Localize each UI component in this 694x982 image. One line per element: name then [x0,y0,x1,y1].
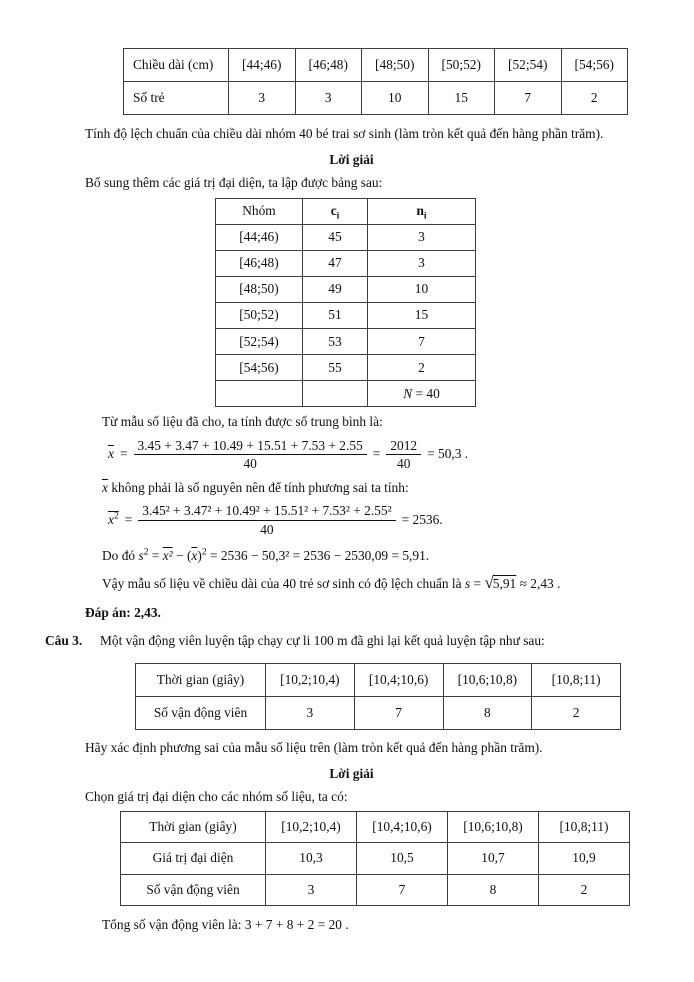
q2-intro: Bổ sung thêm các giá trị đại diện, ta lập được bảng sau: [85,175,383,191]
table-cell: 3 [266,874,357,905]
total-line [102,915,658,935]
table-row [216,355,476,381]
ci-symbol: c [330,203,337,219]
table-cell: [10,8;11) [539,812,630,843]
table-cell: 7 [354,696,443,729]
exponent: 2 [113,511,119,522]
q3-intro: Chọn giá trị đại diện cho các nhóm số liệu, ta có: [85,789,348,805]
col-header-ni [368,198,476,224]
sqrt-argument: 5,91 [492,576,517,592]
table-row [216,198,476,224]
table-row [124,49,628,82]
equals-sign: = [124,512,133,528]
table-cell: 3 [368,224,476,250]
col-header-group: Nhóm [216,198,303,224]
table-cell: 8 [443,696,532,729]
table-cell: [10,6;10,8) [448,812,539,843]
sqrt-icon: √ [484,573,494,593]
table-row [216,302,476,328]
ci-subscript: i [336,211,340,222]
fraction [134,437,367,473]
ni-symbol: n [416,203,424,219]
answer-line: Đáp án: 2,43. [85,604,161,620]
question-3-label: Câu 3. [45,632,83,648]
table-cell: 3 [295,82,362,115]
table-cell: 2 [539,874,630,905]
exponent: 2 [143,547,149,558]
table-cell: 51 [303,302,368,328]
table-row [216,250,476,276]
table-row [121,812,630,843]
table-row [216,329,476,355]
equals-sign: = [473,576,482,592]
table-cell: [10,4;10,6) [357,812,448,843]
note-line [102,478,658,498]
table-row [216,276,476,302]
table-cell: [52;54) [495,49,562,82]
x-symbol: $\overline{x}$ [191,548,198,564]
exponent: 2 [201,547,207,558]
table-cell: 47 [303,250,368,276]
q3-ask: Hãy xác định phương sai của mẫu số liệu trên (làm tròn kết quả đến hàng phần trăm). [85,739,543,755]
variance-prefix: Do đó [102,548,136,564]
empty-cell [216,381,303,407]
table-cell: [54;56) [561,49,628,82]
table-cell: 7 [368,329,476,355]
x-bar-symbol [108,444,114,464]
length-frequency-table [123,48,628,115]
table-cell: 10 [368,276,476,302]
total-value: = 40 [415,385,440,401]
row-header-length: Chiều dài (cm) [124,49,229,82]
table-cell: 2 [532,696,621,729]
x-symbol: $\overline{x}$ [102,480,108,496]
minus-paren: − ( [176,548,192,564]
table-cell: 10 [362,82,429,115]
row-header-athletes: Số vận động viên [121,874,266,905]
table-cell: [44;46) [229,49,296,82]
table-row [121,843,630,874]
total-cell [368,381,476,407]
solution-title: Lời giải [329,766,374,782]
ni-subscript: i [423,211,427,222]
total-label: Tổng số vận động viên là: [102,916,242,932]
table-cell: [48;50) [362,49,429,82]
equals-sign: = [372,446,381,462]
table-cell: 3 [229,82,296,115]
table-cell: [10,8;11) [532,663,621,696]
table-cell: 3 [368,250,476,276]
fraction-numerator: 2012 [386,437,421,455]
table-row [216,224,476,250]
mean-result: = 50,3 . [427,446,469,462]
x-squared-bar-symbol: x² [162,548,173,564]
fraction-numerator: 3.45 + 3.47 + 10.49 + 15.51 + 7.53 + 2.55 [134,437,367,455]
table-cell: 3 [266,696,355,729]
question-3 [45,631,658,651]
table-cell: 7 [357,874,448,905]
table-cell: 2 [368,355,476,381]
mean-formula [108,437,658,473]
table-cell: [44;46) [216,224,303,250]
question-3-prompt: Một vận động viên luyện tập chạy cự li 100 m đã ghi lại kết quả luyện tập như sau: [100,632,545,648]
equals-sign: = [119,446,128,462]
row-header-time: Thời gian (giây) [121,812,266,843]
table-cell: 7 [495,82,562,115]
x-symbol: x [108,512,114,528]
table-cell: [48;50) [216,276,303,302]
table-cell: [52;54) [216,329,303,355]
table-cell: 10,7 [448,843,539,874]
solution-title: Lời giải [329,152,374,168]
table-cell: 10,3 [266,843,357,874]
table-cell: [10,2;10,4) [266,663,355,696]
table-cell: [50;52) [216,302,303,328]
table-cell: 55 [303,355,368,381]
table-cell: [50;52) [428,49,495,82]
mean-intro: Từ mẫu số liệu đã cho, ta tính được số trung bình là: [102,414,383,430]
fraction-denominator: 40 [243,455,257,471]
s-symbol: s [138,548,144,564]
col-header-ci [303,198,368,224]
table-row [121,874,630,905]
note-text: không phải là số nguyên nên để tính phương sai ta tính: [111,480,409,496]
fraction-numerator: 3.45² + 3.47² + 10.49² + 15.51² + 7.53² + 2.55² [138,502,395,520]
table-cell: 45 [303,224,368,250]
row-header-time: Thời gian (giây) [136,663,266,696]
empty-cell [303,381,368,407]
row-header-representative: Giá trị đại diện [121,843,266,874]
stddev-line [102,574,658,594]
table-cell: [10,4;10,6) [354,663,443,696]
table-cell: [46;48) [295,49,362,82]
total-math: 3 + 7 + 8 + 2 = 20 . [244,916,349,932]
table-row [124,82,628,115]
table-cell: 10,9 [539,843,630,874]
table-cell: [54;56) [216,355,303,381]
table-cell: 8 [448,874,539,905]
variance-line [102,546,658,566]
fraction [138,502,395,538]
time-frequency-table [135,663,621,730]
mean-square-result: = 2536. [401,512,443,528]
table-cell: [46;48) [216,250,303,276]
q2-prompt: Tính độ lệch chuẩn của chiều dài nhóm 40 bé trai sơ sinh (làm tròn kết quả đến hàng phần trăm). [85,126,604,142]
representative-values-table [215,198,476,408]
table-cell: [10,6;10,8) [443,663,532,696]
close-paren: ) [197,548,202,564]
table-cell: [10,2;10,4) [266,812,357,843]
table-cell: 15 [428,82,495,115]
table-row [136,663,621,696]
s-symbol: s [464,576,471,592]
table-cell: 15 [368,302,476,328]
table-row [136,696,621,729]
fraction-denominator: 40 [397,455,411,471]
equals-sign: = [151,548,160,564]
row-header-count: Số trẻ [124,82,229,115]
table-cell: 49 [303,276,368,302]
table-cell: 2 [561,82,628,115]
table-cell: 10,5 [357,843,448,874]
stddev-result: ≈ 2,43 . [519,576,561,592]
stddev-text: Vậy mẫu số liệu về chiều dài của 40 trẻ sơ sinh có độ lệch chuẩn là [102,576,462,592]
table-row-total [216,381,476,407]
variance-result: = 2536 − 50,3² = 2536 − 2530,09 = 5,91. [209,548,430,564]
time-representative-table [120,811,630,905]
n-symbol: N [403,385,413,401]
mean-square-formula [108,502,658,538]
x-squared-bar-symbol [108,510,119,530]
table-cell: 53 [303,329,368,355]
row-header-athletes: Số vận động viên [136,696,266,729]
fraction-denominator: 40 [260,521,274,537]
fraction [386,437,421,473]
x-bar-symbol [102,480,108,495]
x-symbol: $\overline{x}$ [108,446,114,462]
